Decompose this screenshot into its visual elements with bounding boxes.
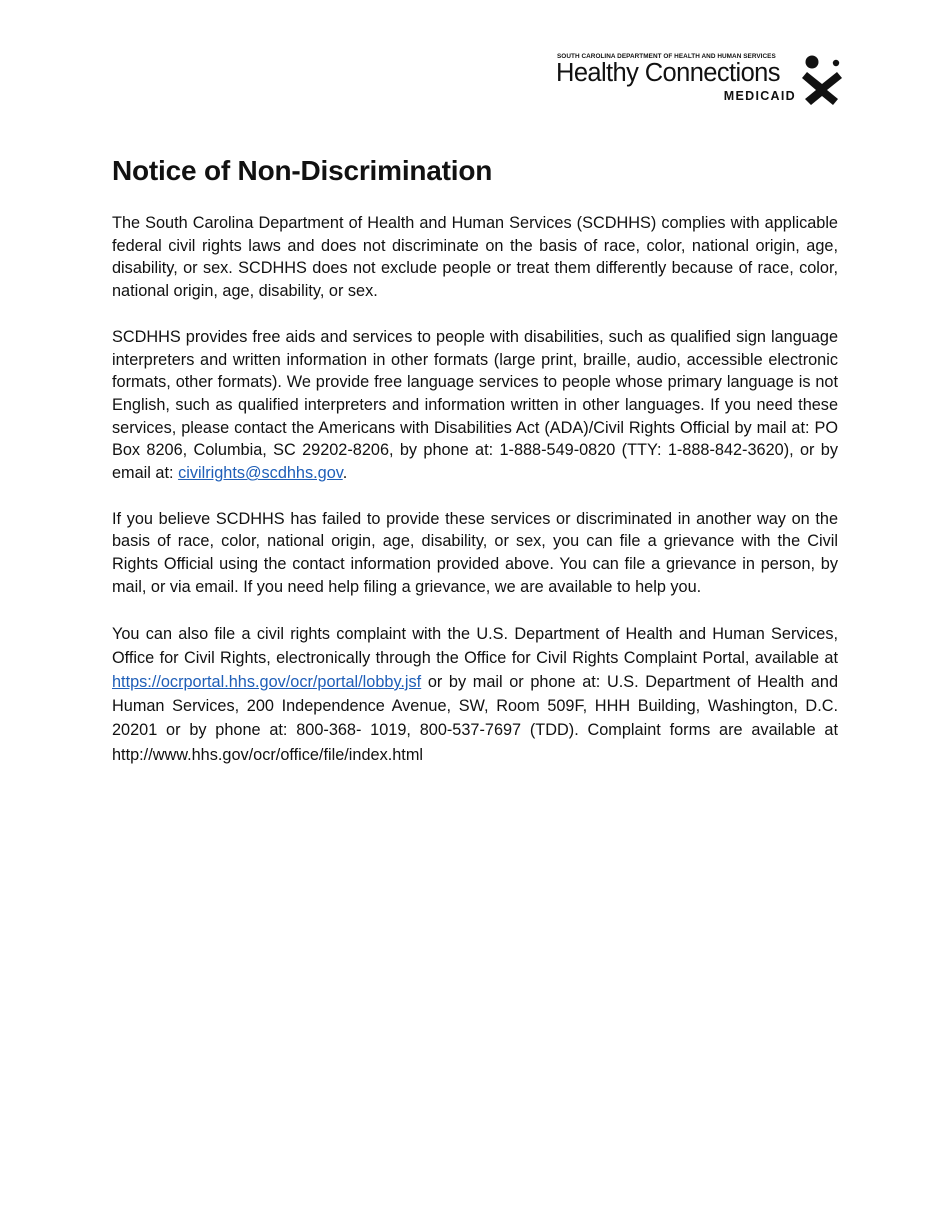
paragraph-complaint (112, 622, 838, 767)
notice-content (112, 150, 838, 767)
paragraph-complaint-text: You can also file a civil rights complaint with the U.S. Department of Health and Human Services, Office for Civil Rights, electronically through the Office for Civil Rights Complaint Portal, available at (112, 624, 838, 667)
logo-program: MEDICAID (723, 89, 796, 103)
logo-name: Healthy Connections (556, 59, 780, 87)
paragraph-free-aids-services (112, 326, 838, 485)
healthy-connections-logo (556, 53, 844, 107)
page-title: Notice of Non-Discrimination (112, 155, 493, 186)
paragraph-grievance: If you believe SCDHHS has failed to provide these services or discriminated in another way on the basis of race, color, national origin, age, disability, or sex, you can file a grievance with the Civil Rights Official using the contact information provided above. You can file a grievance in person, by mail, or via email. If you need help filing a grievance, we are available to help you. (112, 509, 838, 596)
healthy-connections-logo-mark-icon (800, 54, 844, 106)
paragraph-complaint-end: or by mail or phone at: U.S. Department of Health and Human Services, 200 Independence Avenue, SW, Room 509F, HHH Building, Washington, D.C. 20201 or by phone at: 800-368- 1019, 800-537-7697 (TDD). Complaint forms are available at http://www.hhs.gov/ocr/office/file/index.html (112, 672, 838, 764)
paragraph-compliance: The South Carolina Department of Health and Human Services (SCDHHS) complies with applicable federal civil rights laws and does not discriminate on the basis of race, color, national origin, age, disability, or sex. SCDHHS does not exclude people or treat them differently because of race, color, national origin, age, disability, or sex. (112, 214, 838, 301)
paragraph-free-aids-text: SCDHHS provides free aids and services to people with disabilities, such as qualified sign language interpreters and written information in other formats (large print, braille, audio, accessible electronic formats, other formats). We provide free language services to people whose primary language is not English, such as qualified interpreters and information written in other languages. If you need these services, please contact the Americans with Disabilities Act (ADA)/Civil Rights Official by mail at: PO Box 8206, Columbia, SC 29202-8206, by phone at: 1-888-549-0820 (TTY: 1-888-842-3620), or by email at: (112, 327, 838, 483)
civil-rights-email-link[interactable]: civilrights@scdhhs.gov (178, 464, 343, 483)
logo-subtitle: SOUTH CAROLINA DEPARTMENT OF HEALTH AND HUMAN SERVICES (557, 53, 776, 60)
paragraph-free-aids-end: . (342, 464, 348, 483)
ocr-portal-link[interactable]: https://ocrportal.hhs.gov/ocr/portal/lobby.jsf (112, 672, 422, 691)
